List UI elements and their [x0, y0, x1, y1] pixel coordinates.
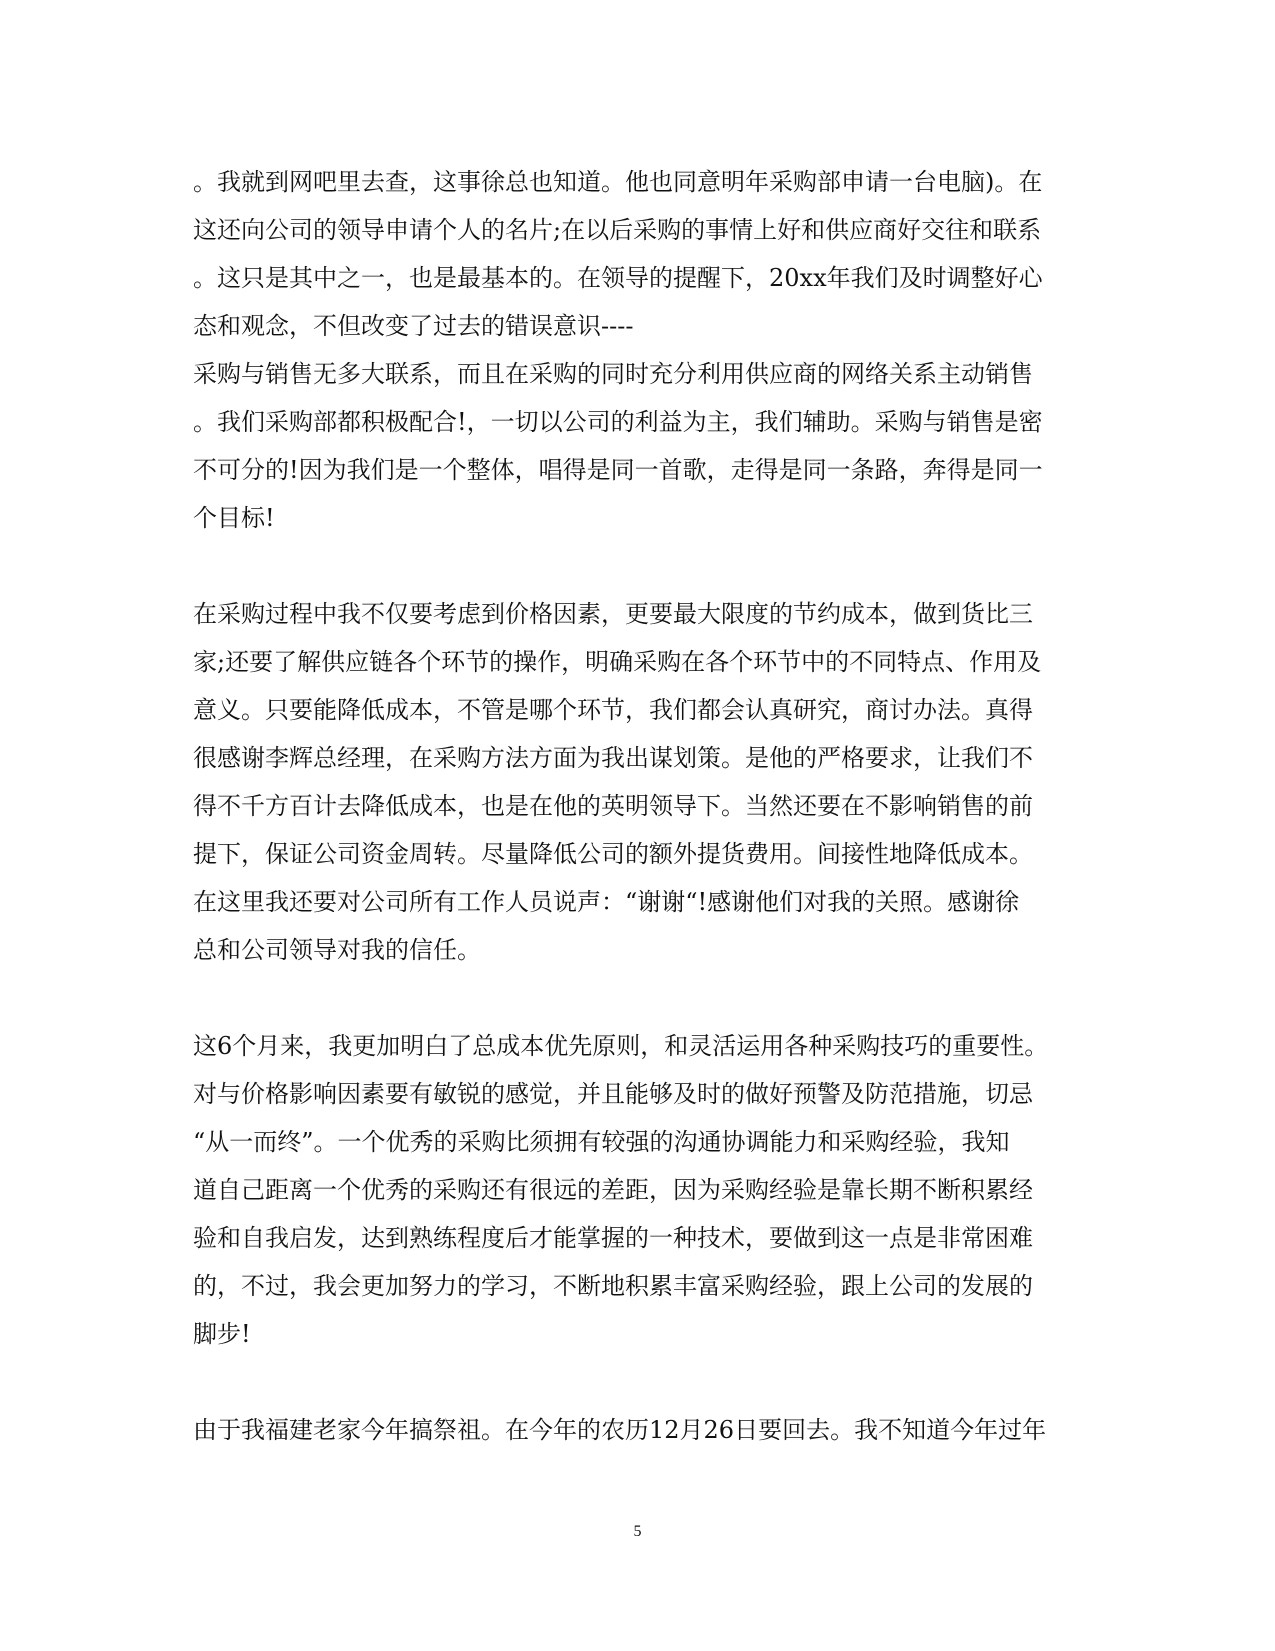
text-line: 这还向公司的领导申请个人的名片;在以后采购的事情上好和供应商好交往和联系	[193, 216, 1042, 244]
paragraph-gap	[193, 1358, 1083, 1406]
text-line: 个目标!	[193, 504, 275, 532]
text-line: 态和观念，不但改变了过去的错误意识----	[193, 312, 634, 340]
text-line: 得不千方百计去降低成本，也是在他的英明领导下。当然还要在不影响销售的前	[193, 792, 1033, 820]
text-line: 总和公司领导对我的信任。	[193, 936, 481, 964]
text-line: 由于我福建老家今年搞祭祖。在今年的农历12月26日要回去。我不知道今年过年	[193, 1416, 1047, 1444]
text-line: 道自己距离一个优秀的采购还有很远的差距，因为采购经验是靠长期不断积累经	[193, 1176, 1033, 1204]
paragraph-3	[193, 1022, 1083, 1358]
text-line: 验和自我启发，达到熟练程度后才能掌握的一种技术，要做到这一点是非常困难	[193, 1224, 1033, 1252]
text-line: 不可分的!因为我们是一个整体，唱得是同一首歌，走得是同一条路，奔得是同一	[193, 456, 1043, 484]
text-line: 。这只是其中之一，也是最基本的。在领导的提醒下，20xx年我们及时调整好心	[193, 264, 1043, 292]
text-line: 这6个月来，我更加明白了总成本优先原则，和灵活运用各种采购技巧的重要性。	[193, 1032, 1049, 1060]
paragraph-2	[193, 590, 1083, 974]
paragraph-4	[193, 1406, 1083, 1454]
paragraph-gap	[193, 542, 1083, 590]
text-line: 意义。只要能降低成本，不管是哪个环节，我们都会认真研究，商讨办法。真得	[193, 696, 1033, 724]
text-line: “从一而终”。一个优秀的采购比须拥有较强的沟通协调能力和采购经验，我知	[193, 1128, 1010, 1156]
paragraph-1	[193, 158, 1083, 542]
text-line: 的，不过，我会更加努力的学习，不断地积累丰富采购经验，跟上公司的发展的	[193, 1272, 1033, 1300]
text-line: 。我就到网吧里去查，这事徐总也知道。他也同意明年采购部申请一台电脑)。在	[193, 168, 1043, 196]
paragraph-gap	[193, 974, 1083, 1022]
text-line: 很感谢李辉总经理，在采购方法方面为我出谋划策。是他的严格要求，让我们不	[193, 744, 1033, 772]
text-line: 在采购过程中我不仅要考虑到价格因素，更要最大限度的节约成本，做到货比三	[193, 600, 1033, 628]
text-line: 脚步!	[193, 1320, 251, 1348]
document-body	[193, 158, 1083, 1454]
page-number: 5	[633, 1523, 642, 1540]
text-line: 在这里我还要对公司所有工作人员说声：“谢谢“!感谢他们对我的关照。感谢徐	[193, 888, 1020, 916]
text-line: 采购与销售无多大联系，而且在采购的同时充分利用供应商的网络关系主动销售	[193, 360, 1033, 388]
text-line: 。我们采购部都积极配合!，一切以公司的利益为主，我们辅助。采购与销售是密	[193, 408, 1043, 436]
text-line: 家;还要了解供应链各个环节的操作，明确采购在各个环节中的不同特点、作用及	[193, 648, 1042, 676]
text-line: 提下，保证公司资金周转。尽量降低公司的额外提货费用。间接性地降低成本。	[193, 840, 1033, 868]
text-line: 对与价格影响因素要有敏锐的感觉，并且能够及时的做好预警及防范措施，切忌	[193, 1080, 1033, 1108]
